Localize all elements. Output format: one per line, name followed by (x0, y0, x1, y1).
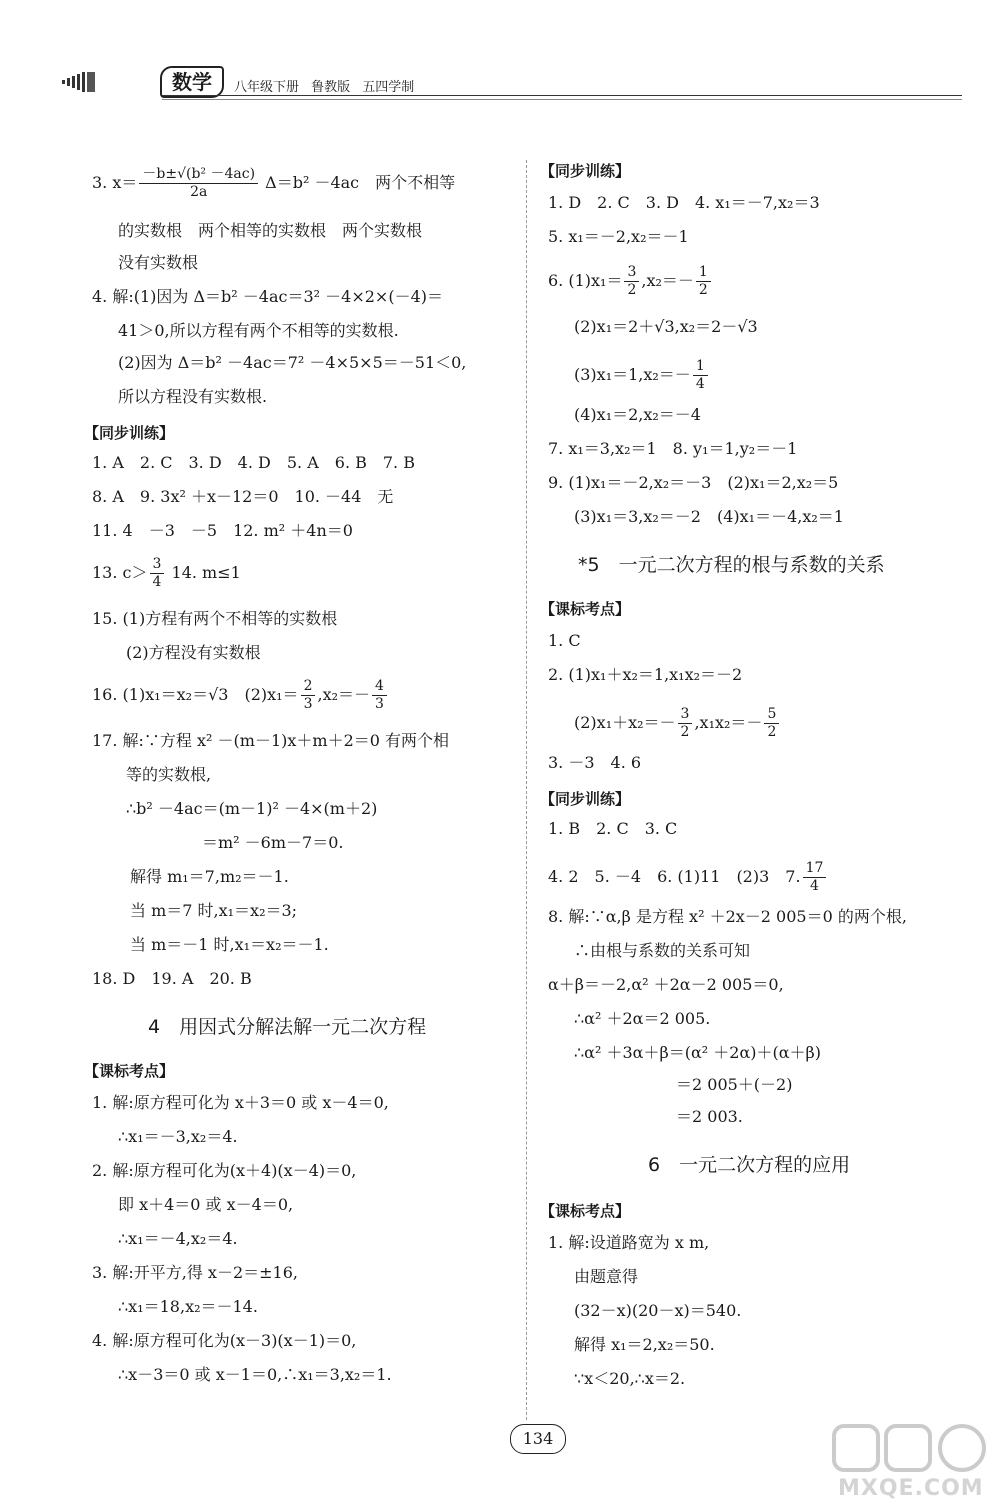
answers-18-20: 18. D 19. A 20. B (92, 969, 252, 988)
k-answer-3-line1: 3. 解:开平方,得 x－2＝±16, (92, 1263, 298, 1282)
answer-17-line3: ∴b² －4ac＝(m－1)² －4×(m＋2) (126, 799, 378, 818)
watermark-logo-icon (830, 1420, 990, 1476)
k-answer-2-line1: 2. 解:原方程可化为(x＋4)(x－4)＝0, (92, 1161, 357, 1180)
quadratic-formula-fraction: $\frac{\text{－b±√(b² －4ac)}}{2a}$ (139, 166, 258, 201)
answer-16: 16. (1)x₁＝x₂＝√3 (2)x₁＝ $\frac{2}{3}$ ,x₂＝－ $\frac{4}{3}$ (92, 678, 389, 713)
section-curriculum-points: 【课标考点】 (84, 1062, 175, 1080)
answer-4-line1: 4. 解:(1)因为 Δ＝b² －4ac＝3² －4×2×(－4)＝ (92, 287, 443, 306)
answer-6-4: (4)x₁＝2,x₂＝－4 (574, 405, 701, 424)
answer-17-line2: 等的实数根, (126, 765, 212, 784)
section-sync-training: 【同步训练】 (84, 424, 175, 442)
section-sync-training: 【同步训练】 (540, 162, 631, 180)
answer-4-line4: 所以方程没有实数根. (118, 387, 268, 406)
section-sync-training-2: 【同步训练】 (540, 790, 631, 808)
page-number: 134 (510, 1424, 566, 1454)
answers-11-12: 11. 4 －3 －5 12. m² ＋4n＝0 (92, 521, 353, 540)
answer-15-line2: (2)方程没有实数根 (126, 643, 261, 662)
answer-8-line6: ＝2 005＋(－2) (676, 1075, 793, 1094)
answer-3-line2: 的实数根 两个相等的实数根 两个实数根 (118, 221, 423, 240)
header-rule-thin (162, 99, 962, 100)
app-answer-line4: 解得 x₁＝2,x₂＝50. (574, 1335, 715, 1354)
answer-4-line2: 41＞0,所以方程有两个不相等的实数根. (118, 321, 399, 340)
answer-3-formula: 3. x＝ $\frac{\text{－b±√(b² －4ac)}}{2a}$ Δ＝b² －4ac 两个不相等 (92, 166, 456, 200)
answer-17-line7: 当 m＝－1 时,x₁＝x₂＝－1. (130, 935, 329, 954)
k-answer-2-line2: (2)x₁＋x₂＝－ $\frac{3}{2}$ ,x₁x₂＝－ $\frac{5}{2}$ (574, 706, 781, 741)
subject-badge: 数学 (160, 66, 224, 98)
answer-6-1: 6. (1)x₁＝ $\frac{3}{2}$ ,x₂＝－ $\frac{1}{2}$ (548, 264, 713, 299)
k-answer-1-line2: ∴x₁＝－3,x₂＝4. (118, 1127, 238, 1146)
answer-17-line6: 当 m＝7 时,x₁＝x₂＝3; (130, 901, 298, 920)
answers-8-10: 8. A 9. 3x² ＋x－12＝0 10. －44 无 (92, 487, 394, 506)
answer-4-line3: (2)因为 Δ＝b² －4ac＝7² －4×5×5＝－51＜0, (118, 353, 467, 372)
answers-7-8: 7. x₁＝3,x₂＝1 8. y₁＝1,y₂＝－1 (548, 439, 798, 458)
section-curriculum-points: 【课标考点】 (540, 600, 631, 618)
answers-1-3: 1. B 2. C 3. C (548, 819, 678, 838)
answer-8-line1: 8. 解:∵α,β 是方程 x² ＋2x－2 005＝0 的两个根, (548, 907, 907, 926)
decorative-stripes-icon (62, 72, 96, 92)
header-rule (162, 95, 962, 96)
section-heading-4: 4 用因式分解法解一元二次方程 (148, 1016, 427, 1038)
section-heading-6: 6 一元二次方程的应用 (648, 1154, 851, 1176)
answer-9-line1: 9. (1)x₁＝－2,x₂＝－3 (2)x₁＝2,x₂＝5 (548, 473, 839, 492)
answer-5: 5. x₁＝－2,x₂＝－1 (548, 227, 689, 246)
answer-8-line3: α＋β＝－2,α² ＋2α－2 005＝0, (548, 975, 784, 994)
k-answer-2-line3: ∴x₁＝－4,x₂＝4. (118, 1229, 238, 1248)
answer-8-line5: ∴α² ＋3α＋β＝(α² ＋2α)＋(α＋β) (574, 1043, 822, 1062)
k-answer-4-line2: ∴x－3＝0 或 x－1＝0,∴x₁＝3,x₂＝1. (118, 1365, 392, 1384)
answer-9-line2: (3)x₁＝3,x₂＝－2 (4)x₁＝－4,x₂＝1 (574, 507, 844, 526)
answer-3-line3: 没有实数根 (118, 253, 199, 272)
answer-15-line1: 15. (1)方程有两个不相等的实数根 (92, 609, 338, 628)
app-answer-line2: 由题意得 (574, 1267, 639, 1286)
page-header (62, 62, 962, 102)
app-answer-line3: (32－x)(20－x)＝540. (574, 1301, 742, 1320)
section-heading-5: *5 一元二次方程的根与系数的关系 (578, 554, 885, 576)
k-answer-2-line1: 2. (1)x₁＋x₂＝1,x₁x₂＝－2 (548, 665, 743, 684)
answer-17-line5: 解得 m₁＝7,m₂＝－1. (130, 867, 289, 886)
answers-4-7: 4. 2 5. －4 6. (1)11 (2)3 7. $\frac{17}{4}$ (548, 860, 828, 895)
section-curriculum-points-2: 【课标考点】 (540, 1202, 631, 1220)
answers-13-14: 13. c＞ $\frac{3}{4}$ 14. m≤1 (92, 556, 241, 590)
answers-1-7: 1. A 2. C 3. D 4. D 5. A 6. B 7. B (92, 453, 415, 472)
answer-6-3: (3)x₁＝1,x₂＝－ $\frac{1}{4}$ (574, 358, 710, 393)
watermark: MXQE.COM (830, 1420, 990, 1502)
k-answer-1: 1. C (548, 631, 581, 650)
answer-8-line7: ＝2 003. (676, 1107, 743, 1126)
answer-17-line4: ＝m² －6m－7＝0. (202, 833, 344, 852)
k-answers-3-4: 3. －3 4. 6 (548, 753, 642, 772)
k-answer-1-line1: 1. 解:原方程可化为 x＋3＝0 或 x－4＝0, (92, 1093, 389, 1112)
column-divider (526, 160, 527, 1420)
answer-6-2: (2)x₁＝2＋√3,x₂＝2－√3 (574, 317, 758, 336)
answers-1-4: 1. D 2. C 3. D 4. x₁＝－7,x₂＝3 (548, 193, 820, 212)
k-answer-3-line2: ∴x₁＝18,x₂＝－14. (118, 1297, 258, 1316)
book-info: 八年级下册 鲁教版 五四学制 (234, 80, 415, 95)
answer-17-line1: 17. 解:∵方程 x² －(m－1)x＋m＋2＝0 有两个相 (92, 731, 450, 750)
app-answer-line1: 1. 解:设道路宽为 x m, (548, 1233, 710, 1252)
answer-8-line2: ∴由根与系数的关系可知 (574, 941, 751, 960)
answer-8-line4: ∴α² ＋2α＝2 005. (574, 1009, 711, 1028)
k-answer-4-line1: 4. 解:原方程可化为(x－3)(x－1)＝0, (92, 1331, 357, 1350)
app-answer-line5: ∵x＜20,∴x＝2. (574, 1369, 686, 1388)
k-answer-2-line2: 即 x＋4＝0 或 x－4＝0, (118, 1195, 294, 1214)
